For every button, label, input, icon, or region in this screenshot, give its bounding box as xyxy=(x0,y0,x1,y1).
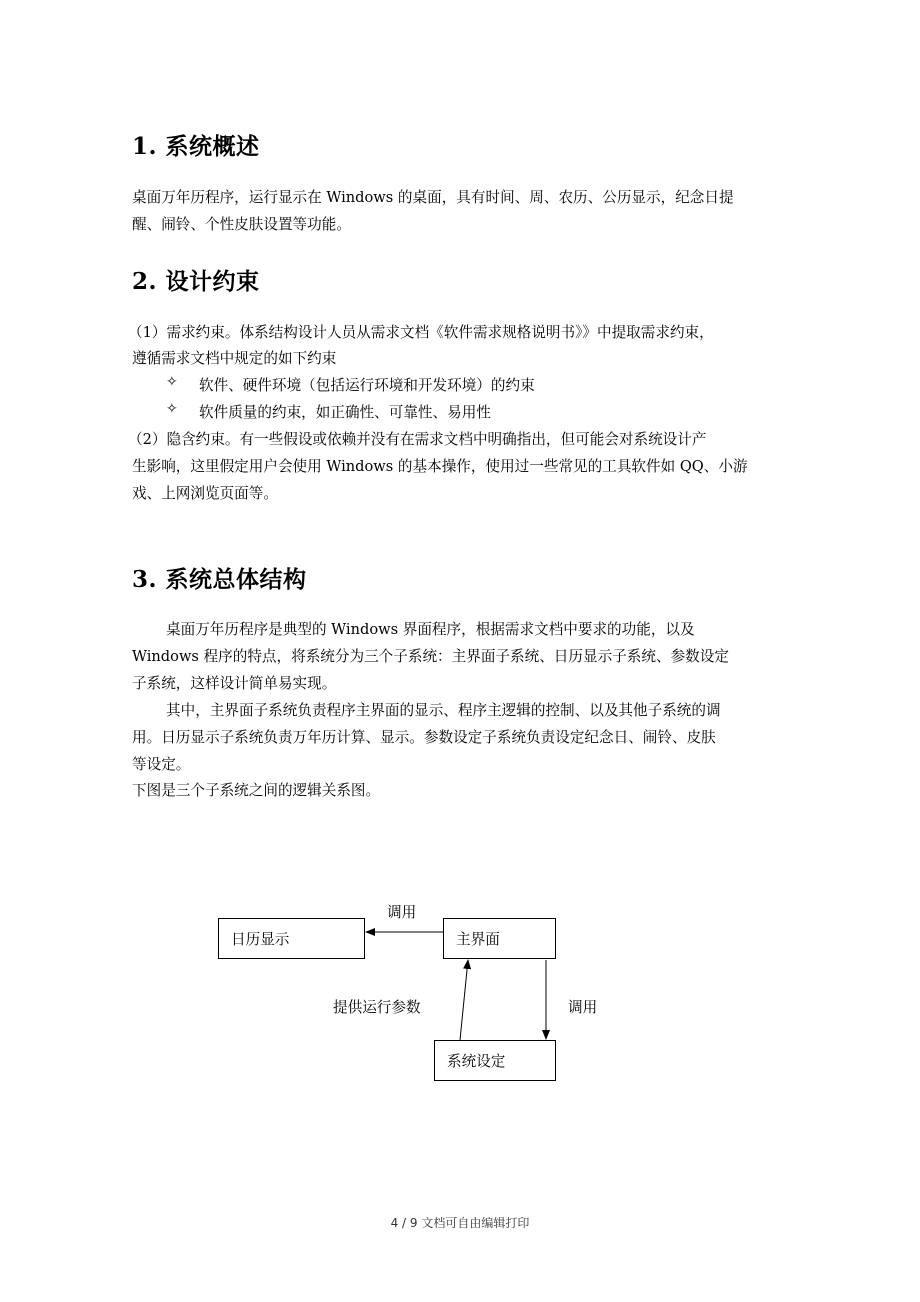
node-main-interface-label: 主界面 xyxy=(456,931,500,948)
page-footer: 4 / 9 文档可自由编辑打印 xyxy=(390,1216,530,1230)
diagram-intro-line: 下图是三个子系统之间的逻辑关系图。 xyxy=(132,782,381,799)
section-1-paragraph-line-2: 醒、闹铃、个性皮肤设置等功能。 xyxy=(132,216,351,233)
edge-label-call-top: 调用 xyxy=(387,904,417,921)
node-system-settings-label: 系统设定 xyxy=(447,1053,506,1070)
implicit-constraint-line-1: （2）隐含约束。有一些假设或依赖并没有在需求文档中明确指出，但可能会对系统设计产 xyxy=(128,431,707,448)
section-3-heading: 3. 系统总体结构 xyxy=(132,566,307,593)
structure-paragraph-1-line-2: Windows 程序的特点，将系统分为三个子系统：主界面子系统、日历显示子系统、参数设定 xyxy=(132,648,729,665)
bullet-item-1: 软件、硬件环境（包括运行环境和开发环境）的约束 xyxy=(199,377,535,394)
structure-paragraph-2-line-2: 用。日历显示子系统负责万年历计算、显示。参数设定子系统负责设定纪念日、闹铃、皮肤 xyxy=(132,729,716,746)
structure-paragraph-1-line-1: 桌面万年历程序是典型的 Windows 界面程序，根据需求文档中要求的功能，以及 xyxy=(166,621,695,638)
bullet-symbol-icon: ✧ xyxy=(166,374,178,390)
structure-paragraph-2-line-1: 其中，主界面子系统负责程序主界面的显示、程序主逻辑的控制、以及其他子系统的调 xyxy=(166,702,721,719)
requirement-constraint-line-1: （1）需求约束。体系结构设计人员从需求文档《软件需求规格说明书》》中提取需求约束， xyxy=(128,324,714,341)
structure-paragraph-1-line-3: 子系统，这样设计简单易实现。 xyxy=(132,675,337,692)
structure-paragraph-2-line-3: 等设定。 xyxy=(132,756,191,773)
requirement-constraint-line-2: 遵循需求文档中规定的如下约束 xyxy=(132,350,337,367)
section-1-heading: 1. 系统概述 xyxy=(132,133,260,160)
bullet-symbol-icon: ✧ xyxy=(166,401,178,417)
edge-label-call-right: 调用 xyxy=(568,999,598,1016)
implicit-constraint-line-2: 生影响，这里假定用户会使用 Windows 的基本操作，使用过一些常见的工具软件如 QQ、小游 xyxy=(132,458,748,475)
bullet-item-2: 软件质量的约束，如正确性、可靠性、易用性 xyxy=(199,404,491,421)
section-2-heading: 2. 设计约束 xyxy=(132,268,260,295)
implicit-constraint-line-3: 戏、上网浏览页面等。 xyxy=(132,485,278,502)
edge-label-provide-params: 提供运行参数 xyxy=(333,999,421,1016)
node-system-settings xyxy=(434,1040,556,1081)
node-calendar-display-label: 日历显示 xyxy=(231,931,290,948)
section-1-paragraph-line-1: 桌面万年历程序，运行显示在 Windows 的桌面，具有时间、周、农历、公历显示，纪念日提 xyxy=(132,189,734,206)
node-main-interface xyxy=(443,918,556,959)
node-calendar-display xyxy=(218,918,365,959)
arrow-settings-to-main xyxy=(460,960,468,1040)
